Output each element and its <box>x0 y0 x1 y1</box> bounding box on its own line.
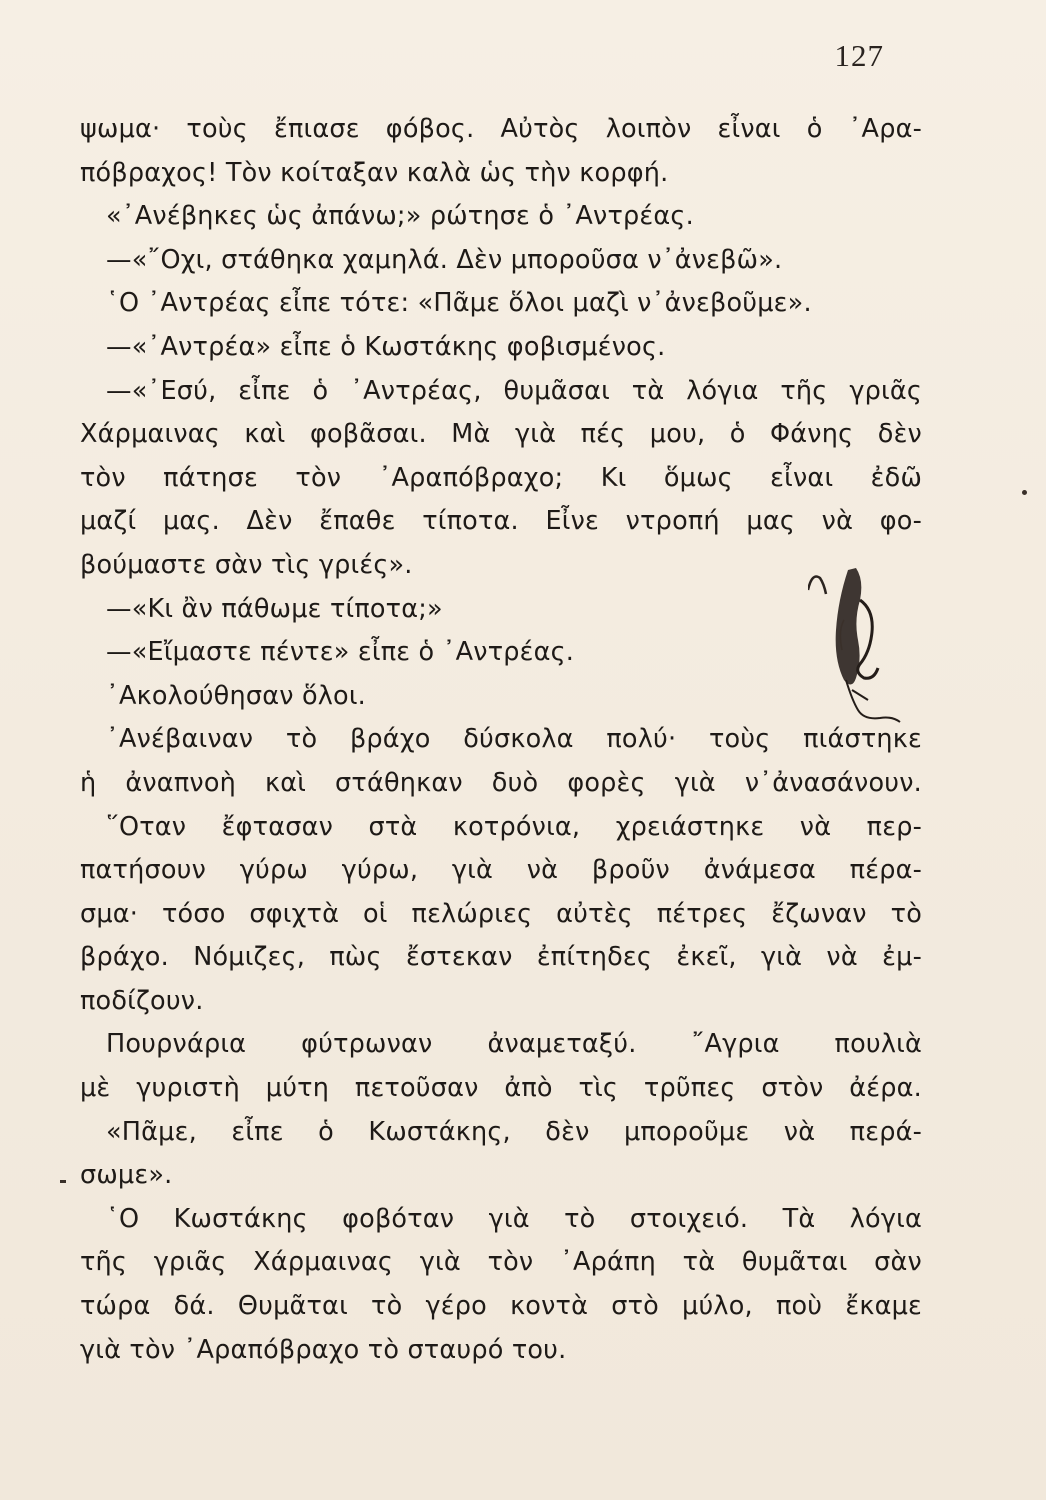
text-line: μὲ γυριστὴ μύτη πετοῦσαν ἀπὸ τὶς τρῦπες στὸν ἀέρα. <box>80 1073 922 1104</box>
text-line: γιὰ τὸν ᾿Αραπόβραχο τὸ σταυρό του. <box>80 1334 567 1365</box>
text-line: —«᾿Εσύ, εἶπε ὁ ᾿Αντρέας, θυμᾶσαι τὰ λόγια τῆς γριᾶς <box>106 375 922 406</box>
text-line: ῾Ο Κωστάκης φοβόταν γιὰ τὸ στοιχειό. Τὰ λόγια <box>106 1203 922 1234</box>
text-line: ἡ ἀναπνοὴ καὶ στάθηκαν δυὸ φορὲς γιὰ ν᾿ἀνασάνουν. <box>80 767 922 798</box>
text-line: —«Κι ἂν πάθωμε τίποτα;» <box>106 593 443 624</box>
ink-scribble-mark <box>808 560 918 740</box>
text-line: Πουρνάρια φύτρωναν ἀναμεταξύ. ῎Αγρια πουλιὰ <box>106 1029 922 1060</box>
text-line: —«῎Οχι, στάθηκα χαμηλά. Δὲν μποροῦσα ν᾿ἀνεβῶ». <box>106 244 783 275</box>
text-line: ῞Οταν ἔφτασαν στὰ κοτρόνια, χρειάστηκε νὰ περ- <box>106 811 922 842</box>
text-line: σμα· τόσο σφιχτὰ οἱ πελώριες αὐτὲς πέτρες ἔζωναν τὸ <box>80 898 922 929</box>
text-line: —«᾿Αντρέα» εἶπε ὁ Κωστάκης φοβισμένος. <box>106 331 666 362</box>
text-line: βούμαστε σὰν τὶς γριές». <box>80 549 413 580</box>
text-line: ποδίζουν. <box>80 985 204 1016</box>
text-line: τὸν πάτησε τὸν ᾿Αραπόβραχο; Κι ὅμως εἶναι ἐδῶ <box>80 462 922 493</box>
edge-ink-dot <box>1022 490 1027 495</box>
margin-ink-mark <box>60 1180 66 1183</box>
text-line: «᾿Ανέβηκες ὡς ἀπάνω;» ρώτησε ὁ ᾿Αντρέας. <box>106 201 694 232</box>
text-line: ψωμα· τοὺς ἔπιασε φόβος. Αὐτὸς λοιπὸν εἶναι ὁ ᾿Αρα- <box>80 114 922 144</box>
text-line: βράχο. Νόμιζες, πὼς ἔστεκαν ἐπίτηδες ἐκεῖ, γιὰ νὰ ἐμ- <box>80 942 922 973</box>
text-line: —«Εἴμαστε πέντε» εἶπε ὁ ᾿Αντρέας. <box>106 637 575 668</box>
text-line: ᾿Ανέβαιναν τὸ βράχο δύσκολα πολύ· τοὺς πιάστηκε <box>106 724 922 755</box>
text-line: τώρα δά. Θυμᾶται τὸ γέρο κοντὰ στὸ μύλο, ποὺ ἔκαμε <box>80 1291 922 1322</box>
text-line: τῆς γριᾶς Χάρμαινας γιὰ τὸν ᾿Αράπη τὰ θυμᾶται σὰν <box>80 1247 922 1278</box>
text-line: πατήσουν γύρω γύρω, γιὰ νὰ βροῦν ἀνάμεσα πέρα- <box>80 855 922 886</box>
page-number: 127 <box>834 38 884 73</box>
text-line: πόβραχος! Τὸν κοίταξαν καλὰ ὡς τὴν κορφή. <box>80 157 669 188</box>
body-text <box>80 108 922 1372</box>
text-line: μαζί μας. Δὲν ἔπαθε τίποτα. Εἶνε ντροπή μας νὰ φο- <box>80 506 922 537</box>
text-line: Χάρμαινας καὶ φοβᾶσαι. Μὰ γιὰ πές μου, ὁ Φάνης δὲν <box>80 419 922 450</box>
text-line: σωμε». <box>80 1160 173 1191</box>
text-line: «Πᾶμε, εἶπε ὁ Κωστάκης, δὲν μποροῦμε νὰ περά- <box>106 1116 922 1147</box>
text-line: ᾿Ακολούθησαν ὅλοι. <box>106 680 366 711</box>
text-line: ῾Ο ᾿Αντρέας εἶπε τότε: «Πᾶμε ὅλοι μαζὶ ν᾿ἀνεβοῦμε». <box>106 288 812 319</box>
